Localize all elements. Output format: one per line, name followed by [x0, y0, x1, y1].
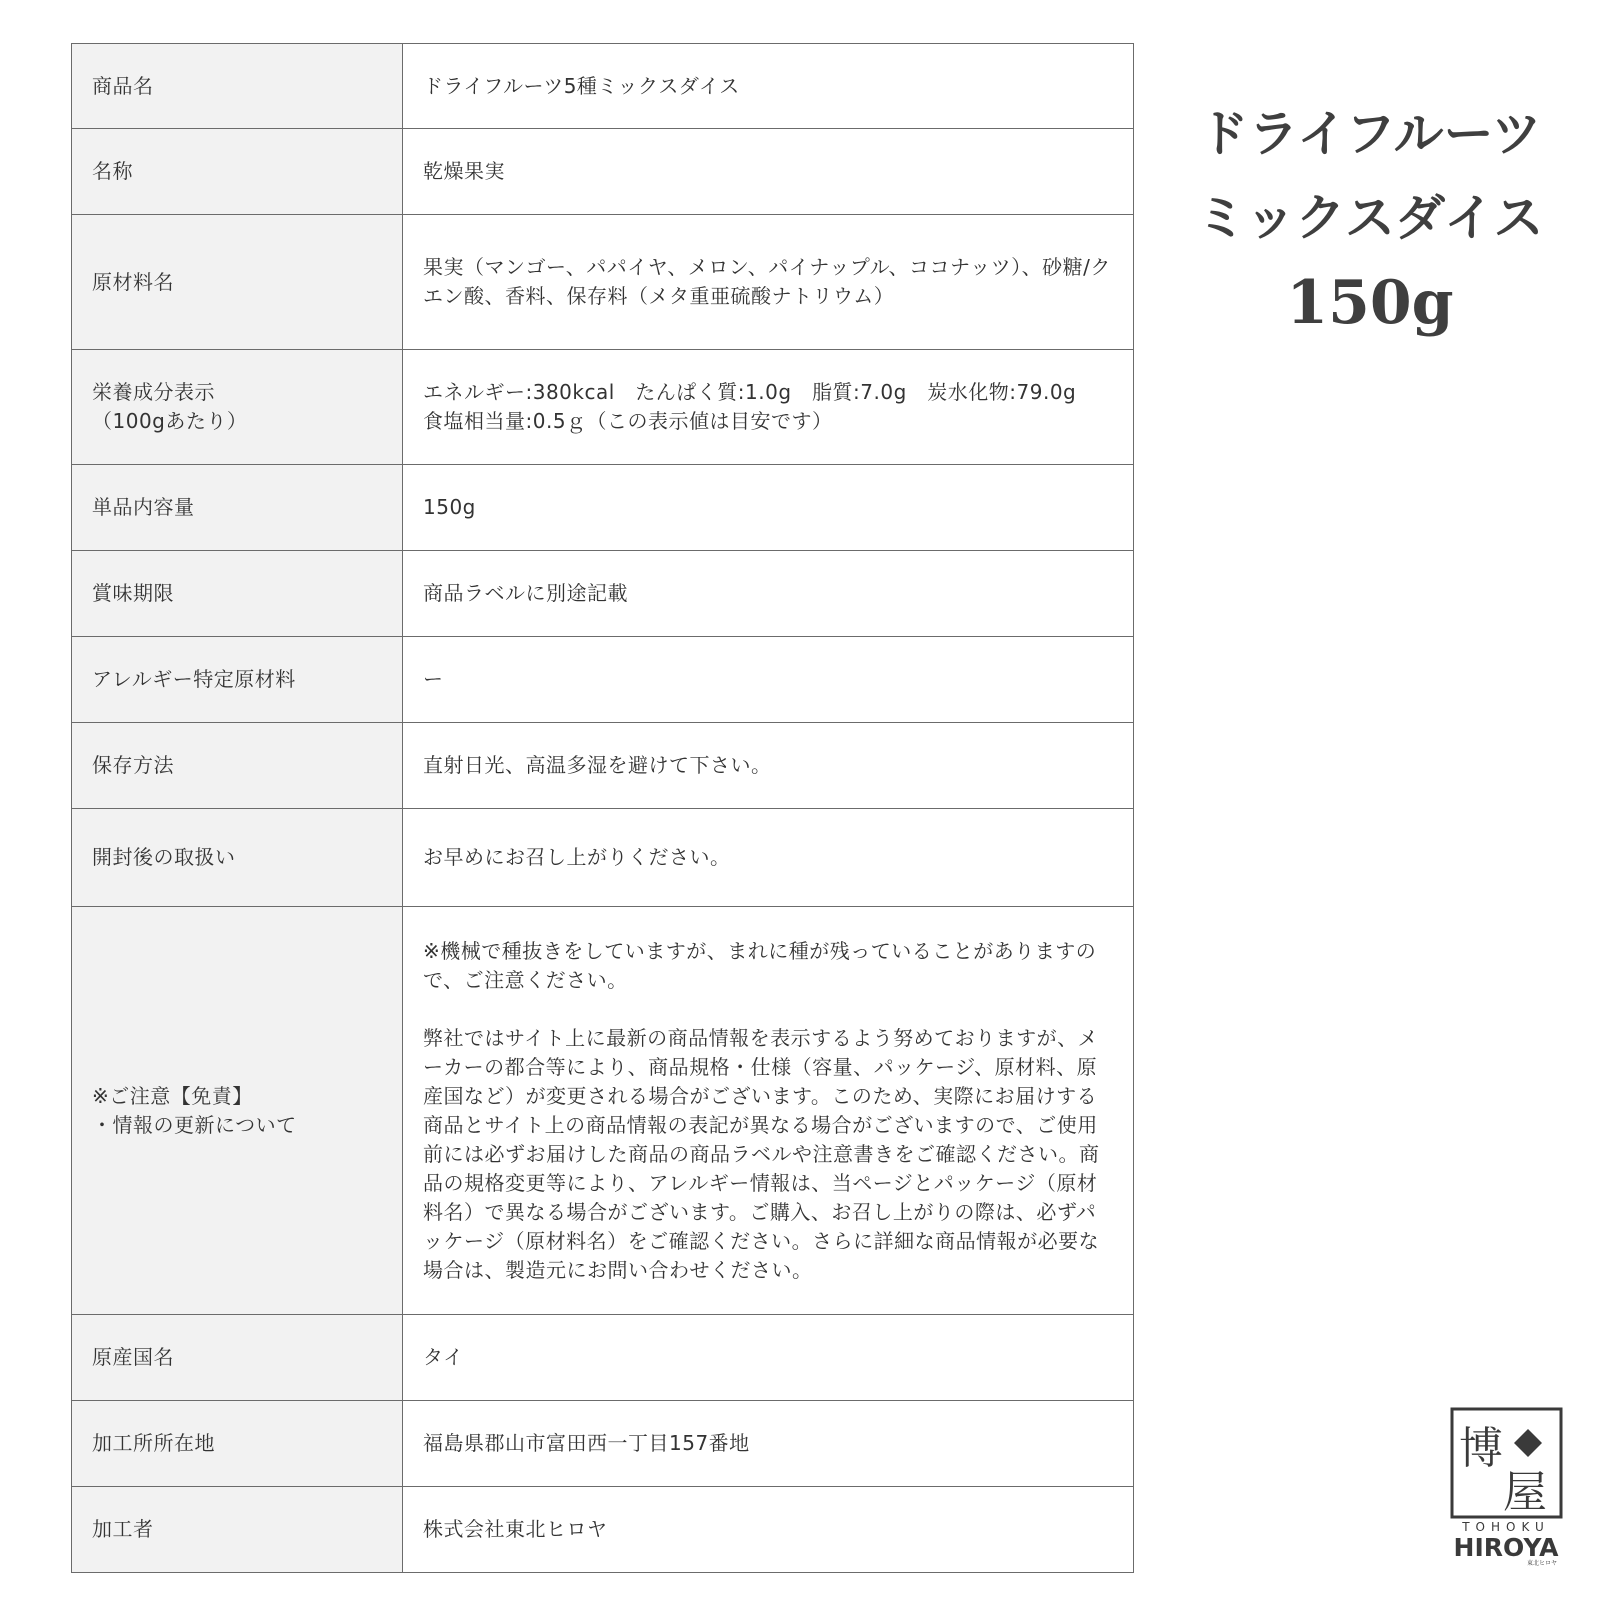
spec-value: お早めにお召し上がりください。 — [403, 809, 1134, 907]
spec-label: 栄養成分表示 （100gあたり） — [72, 350, 403, 465]
logo-kanji-bottom: 屋 — [1503, 1467, 1547, 1518]
spec-value: エネルギー:380kcal たんぱく質:1.0g 脂質:7.0g 炭水化物:79.0g 食塩相当量:0.5ｇ（この表示値は目安です） — [403, 350, 1134, 465]
logo-brand: HIROYA — [1453, 1533, 1559, 1562]
spec-value: 果実（マンゴー、パパイヤ、メロン、パイナップル、ココナッツ）、砂糖/クエン酸、香料、保存料（メタ重亜硫酸ナトリウム） — [403, 215, 1134, 350]
spec-row-content-amount — [72, 465, 1134, 551]
spec-label: 加工所所在地 — [72, 1401, 403, 1487]
spec-row-product-name — [72, 44, 1134, 129]
spec-value: ※機械で種抜きをしていますが、まれに種が残っていることがありますので、ご注意ください。 弊社ではサイト上に最新の商品情報を表示するよう努めておりますが、メーカーの都合等により、商品規格・仕様（容量、パッケージ、原材料、原産国など）が変更される場合がございます。このため、実際にお届けする商品とサイト上の商品情報の表記が異なる場合がございますので、ご使用前には必ずお届けした商品の商品ラベルや注意書きをご確認ください。商品の規格変更等により、アレルギー情報は、当ページとパッケージ（原材料名）で異なる場合がございます。ご購入、お召し上がりの際は、必ずパッケージ（原材料名）をご確認ください。さらに詳細な商品情報が必要な場合は、製造元にお問い合わせください。 — [403, 907, 1134, 1315]
spec-label: 加工者 — [72, 1487, 403, 1573]
logo-small: 東北ヒロヤ — [1526, 1560, 1558, 1567]
spec-value: ドライフルーツ5種ミックスダイス — [403, 44, 1134, 129]
spec-value: 商品ラベルに別途記載 — [403, 551, 1134, 637]
spec-value: 直射日光、高温多湿を避けて下さい。 — [403, 723, 1134, 809]
spec-value: 株式会社東北ヒロヤ — [403, 1487, 1134, 1573]
hiroya-logo-mark — [1449, 1407, 1564, 1567]
spec-value: 福島県郡山市富田西一丁目157番地 — [403, 1401, 1134, 1487]
spec-label: 名称 — [72, 129, 403, 215]
spec-label: 商品名 — [72, 44, 403, 129]
spec-row-best-before — [72, 551, 1134, 637]
spec-value: 乾燥果実 — [403, 129, 1134, 215]
spec-label: 原材料名 — [72, 215, 403, 350]
spec-label: 開封後の取扱い — [72, 809, 403, 907]
spec-value: 150g — [403, 465, 1134, 551]
spec-row-name — [72, 129, 1134, 215]
spec-row-storage — [72, 723, 1134, 809]
logo-sub: TOHOKU — [1462, 1520, 1550, 1534]
spec-label: 賞味期限 — [72, 551, 403, 637]
spec-row-processor — [72, 1487, 1134, 1573]
spec-row-disclaimer — [72, 907, 1134, 1315]
spec-label: 単品内容量 — [72, 465, 403, 551]
spec-label: ※ご注意【免責】 ・情報の更新について — [72, 907, 403, 1315]
spec-value: ー — [403, 637, 1134, 723]
spec-row-processing-address — [72, 1401, 1134, 1487]
spec-row-ingredients — [72, 215, 1134, 350]
spec-label: 保存方法 — [72, 723, 403, 809]
hiroya-logo — [1449, 1407, 1564, 1567]
product-spec-table — [71, 43, 1134, 1573]
spec-value: タイ — [403, 1315, 1134, 1401]
spec-row-nutrition — [72, 350, 1134, 465]
title-line-2: ミックスダイス — [1196, 188, 1544, 247]
spec-row-origin — [72, 1315, 1134, 1401]
title-line-1: ドライフルーツ — [1198, 104, 1542, 163]
logo-kanji-top: 博 — [1459, 1423, 1503, 1474]
spec-label: アレルギー特定原材料 — [72, 637, 403, 723]
spec-row-after-opening — [72, 809, 1134, 907]
spec-label: 原産国名 — [72, 1315, 403, 1401]
spec-row-allergens — [72, 637, 1134, 723]
product-title — [1170, 92, 1570, 346]
title-weight: 150g — [1286, 268, 1454, 338]
